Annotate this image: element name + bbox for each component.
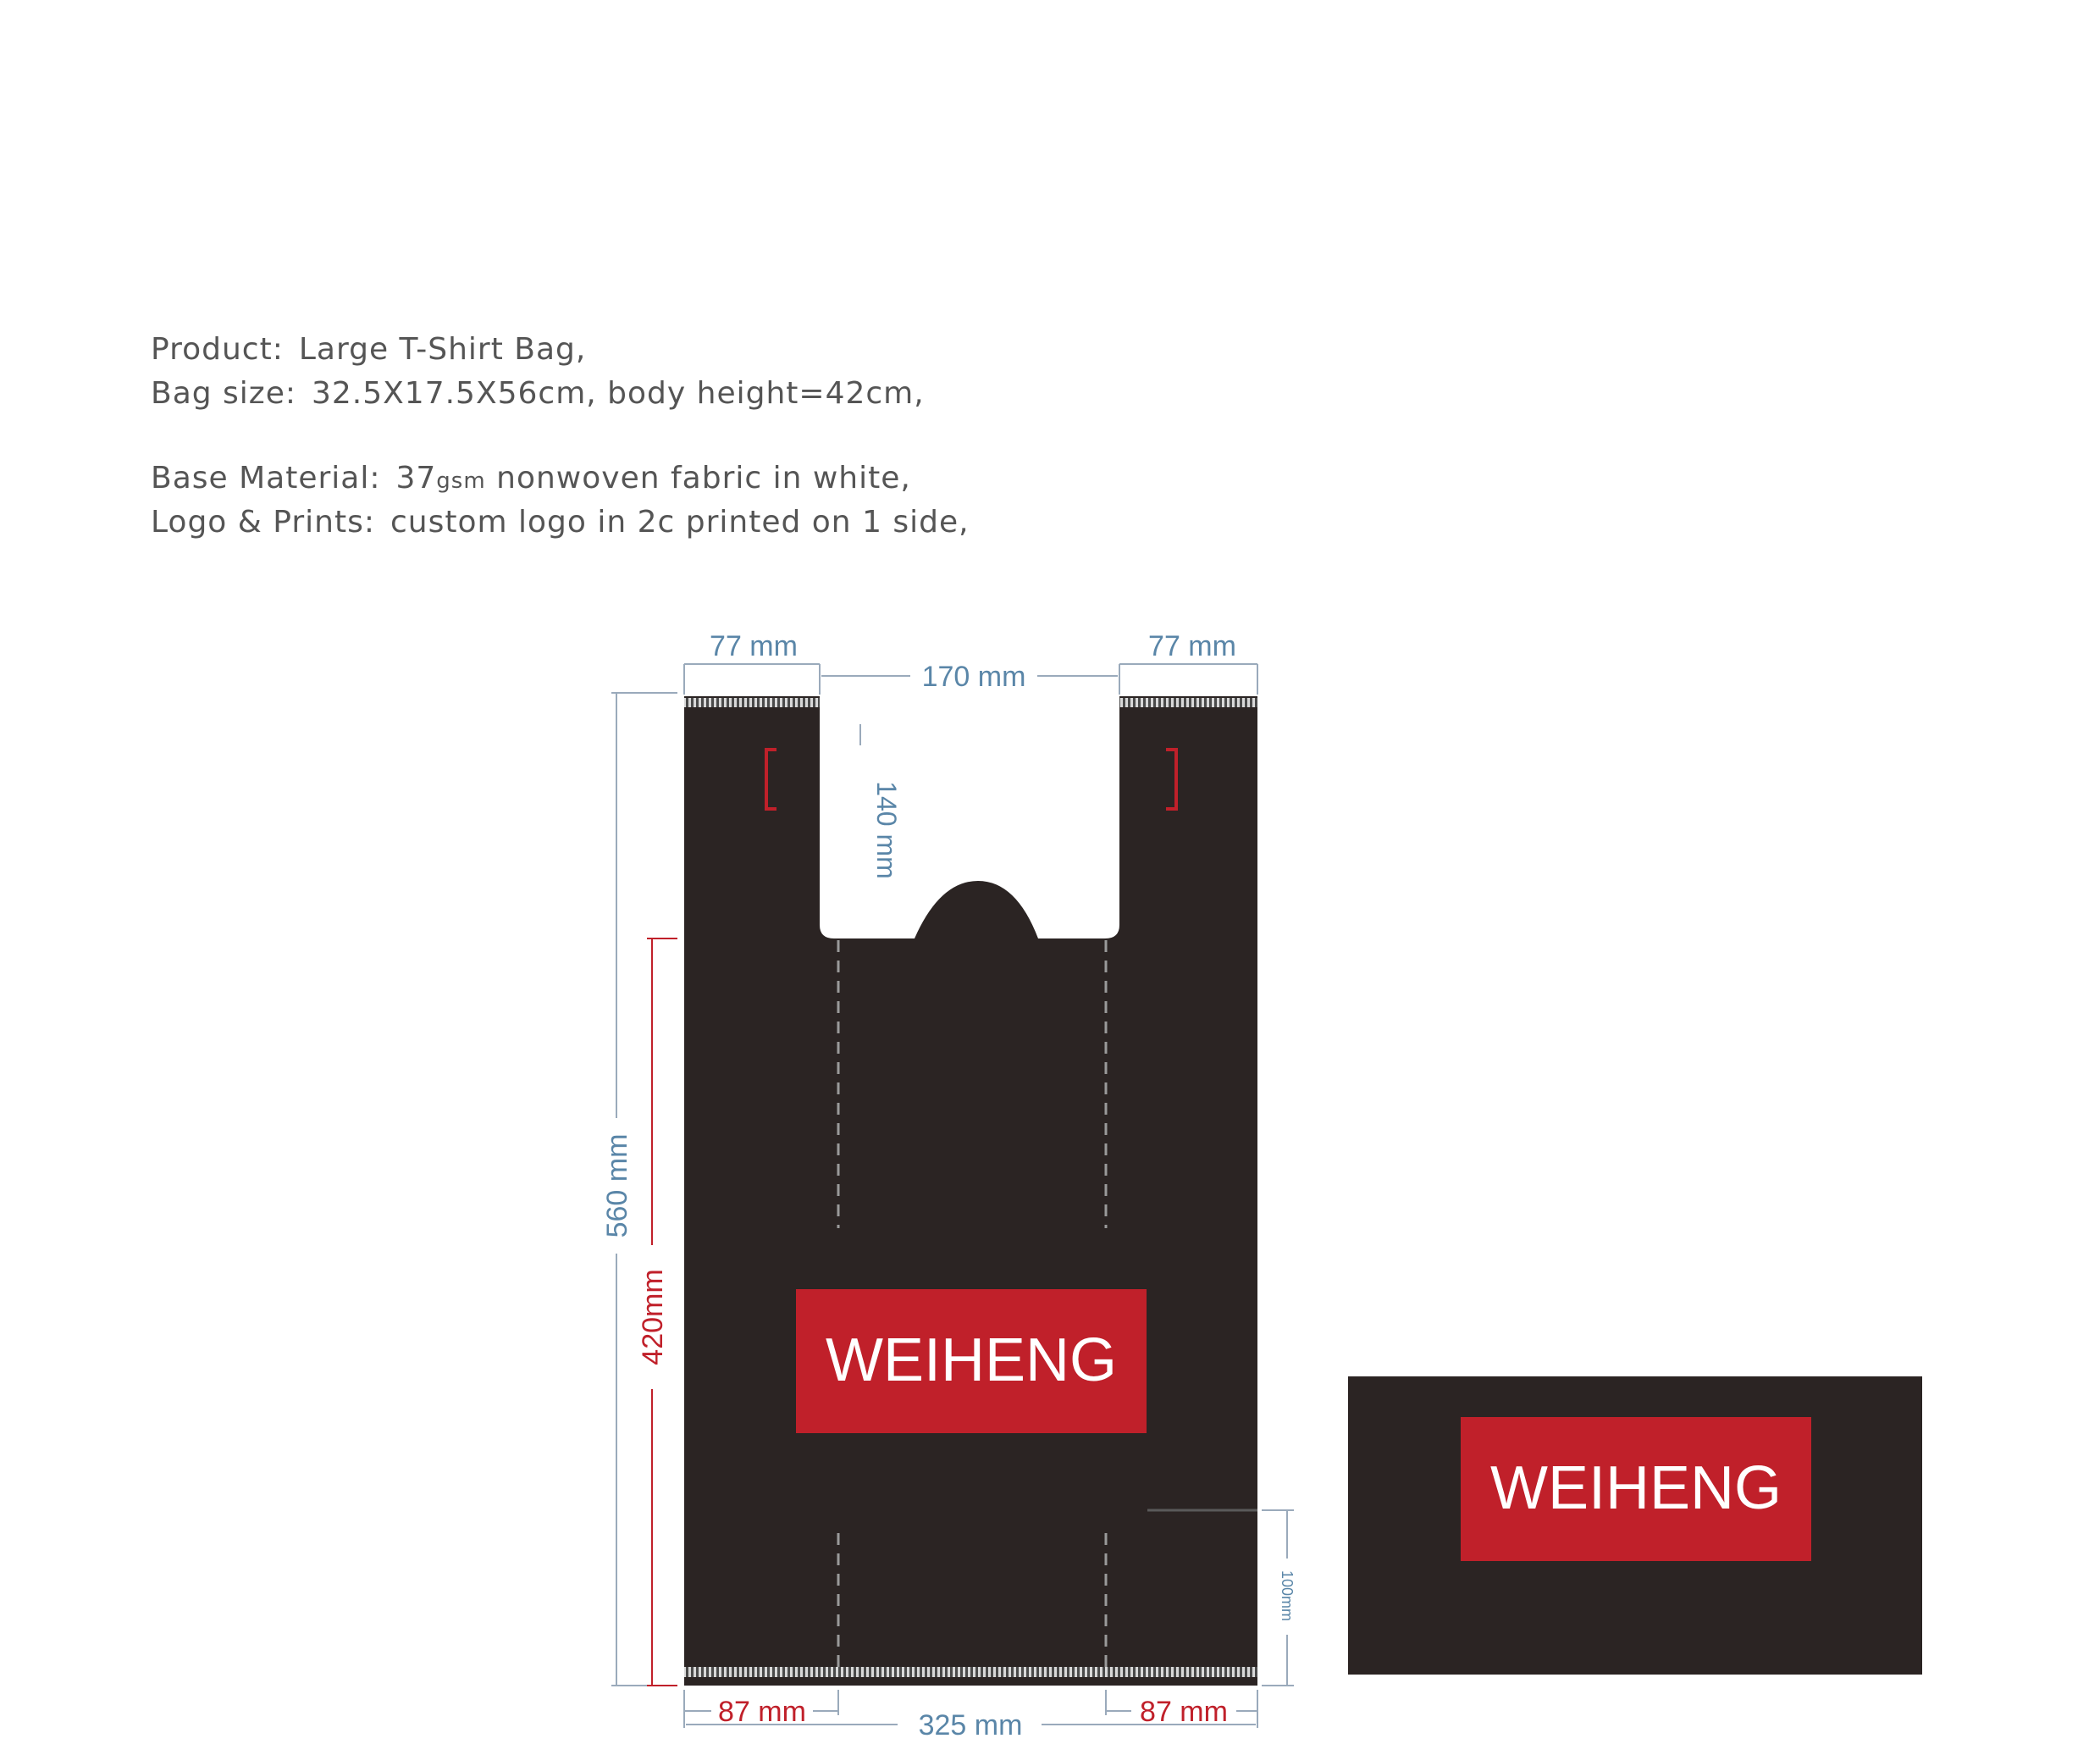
dim-handle-left: 77 mm bbox=[710, 630, 798, 662]
spec-logo-value: custom logo in 2c printed on 1 side, bbox=[390, 505, 970, 540]
spec-product-label: Product: bbox=[151, 332, 284, 367]
top-seam-left bbox=[684, 698, 820, 707]
front-logo-text: WEIHENG bbox=[825, 1326, 1118, 1394]
dim-total-height: 560 mm bbox=[601, 1133, 633, 1238]
dim-bottom-width: 325 mm bbox=[918, 1709, 1023, 1741]
spec-size-value: 32.5X17.5X56cm, body height=42cm, bbox=[311, 376, 925, 411]
bag-body bbox=[684, 696, 1257, 1686]
side-logo-text: WEIHENG bbox=[1489, 1454, 1782, 1522]
spec-logo-label: Logo & Prints: bbox=[151, 505, 375, 540]
dim-body-height: 420mm bbox=[637, 1269, 669, 1365]
dim-gusset-right: 87 mm bbox=[1140, 1696, 1228, 1728]
spec-material-rest: nonwoven fabric in white, bbox=[496, 461, 911, 496]
dim-handle-right: 77 mm bbox=[1148, 630, 1236, 662]
dim-bottom-gusset: 100mm bbox=[1279, 1570, 1296, 1622]
spec-product-value: Large T-Shirt Bag, bbox=[298, 332, 587, 367]
bottom-seam bbox=[684, 1667, 1257, 1677]
spec-material-unit: gsm bbox=[436, 468, 486, 494]
dim-cut-depth: 140 mm bbox=[871, 781, 902, 879]
spec-material-label: Base Material: bbox=[151, 461, 381, 496]
dim-opening-width: 170 mm bbox=[921, 661, 1026, 693]
spec-size-label: Bag size: bbox=[151, 376, 296, 411]
top-seam-right bbox=[1119, 698, 1257, 707]
spec-material-num: 37 bbox=[395, 461, 437, 496]
dim-gusset-left: 87 mm bbox=[718, 1696, 806, 1728]
